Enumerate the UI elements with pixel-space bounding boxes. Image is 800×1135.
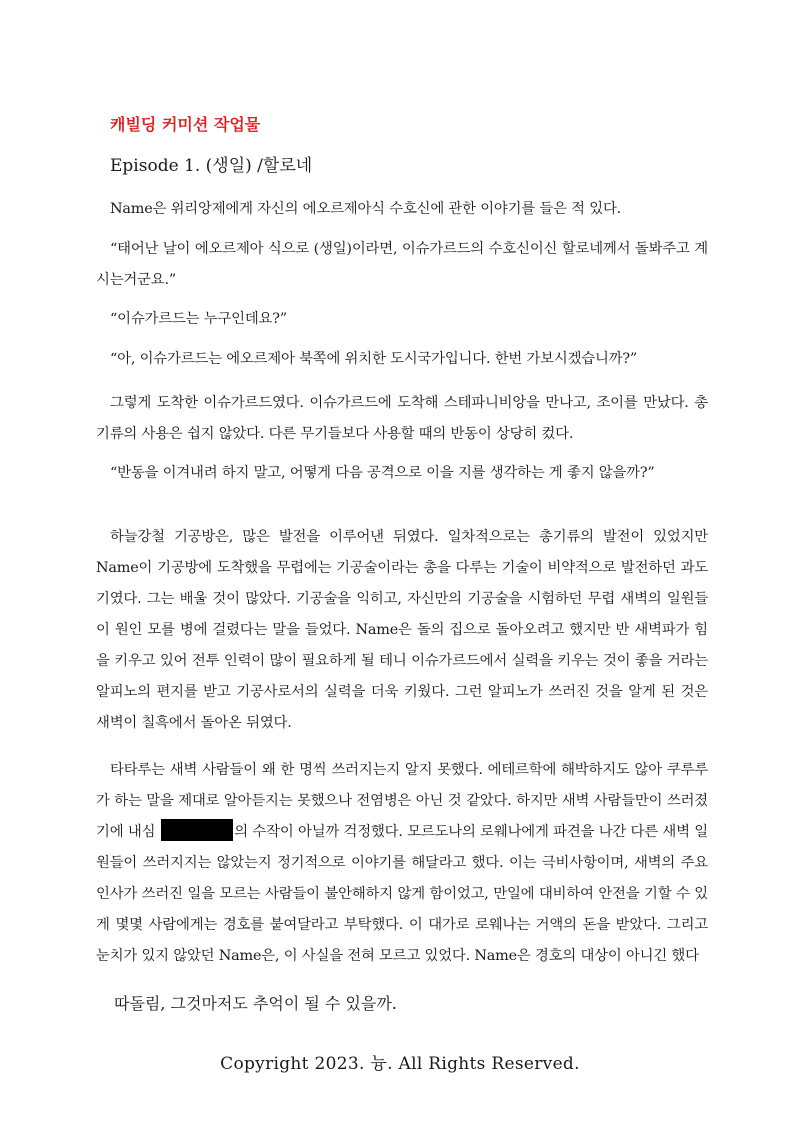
paragraph-6: “반동을 이겨내려 하지 말고, 어떻게 다음 공격으로 이을 지를 생각하는 게 좋지 않을까?” bbox=[110, 465, 655, 481]
redaction-block bbox=[161, 819, 233, 841]
paragraph-2: “태어난 날이 에오르제아 식으로 (생일)이라면, 이슈가르드의 수호신이신 할로네께서 돌봐주고 계시는거군요.” bbox=[96, 241, 708, 288]
copyright-notice: Copyright 2023. 늉. All Rights Reserved. bbox=[220, 1054, 580, 1074]
paragraph-7: 하늘강철 기공방은, 많은 발전을 이루어낸 뒤였다. 일차적으로는 총기류의 발전이 있었지만 Name이 기공방에 도착했을 무렵에는 기공술이라는 총을 다루는 기술이 비약적으로 발전하던 과도기였다. 그는 배울 것이 많았다. 기공술을 익히고, 자신만의 기공술을 시험하던 무렵 새벽의 일원들이 원인 모를 병에 걸렸다는 말을 들었다. Name은 돌의 집으로 돌아오려고 했지만 반 새벽파가 힘을 키우고 있어 전투 인력이 많이 필요하게 될 테니 이슈가르드에서 실력을 키우는 것이 좋을 거라는 알피노의 편지를 받고 기공사로서의 실력을 더욱 키웠다. 그런 알피노가 쓰러진 것을 알게 된 것은 새벽이 칠흑에서 돌아온 뒤였다. bbox=[96, 529, 708, 731]
paragraph-8 bbox=[96, 755, 708, 972]
paragraph-1: Name은 위리앙제에게 자신의 에오르제아식 수호신에 관한 이야기를 들은 적 있다. bbox=[110, 201, 622, 217]
episode-heading: Episode 1. (생일) /할로네 bbox=[110, 156, 313, 176]
paragraph-5: 그렇게 도착한 이슈가르드였다. 이슈가르드에 도착해 스테파니비앙을 만나고, 조이를 만났다. 총기류의 사용은 쉽지 않았다. 다른 무기들보다 사용할 때의 반동이 상당히 컸다. bbox=[96, 395, 708, 442]
paragraph-3: “이슈가르드는 누구인데요?” bbox=[110, 311, 287, 327]
paragraph-4: “아, 이슈가르드는 에오르제아 북쪽에 위치한 도시국가입니다. 한번 가보시겠습니까?” bbox=[110, 351, 638, 367]
closing-line: 따돌림, 그것마저도 추억이 될 수 있을까. bbox=[114, 994, 397, 1013]
document-title: 캐빌딩 커미션 작업물 bbox=[110, 115, 261, 134]
paragraph-8-after: 의 수작이 아닐까 걱정했다. 모르도나의 로웨나에게 파견을 나간 다른 새벽 일원들이 쓰러지지는 않았는지 정기적으로 이야기를 해달라고 했다. 이는 극비사항이며, 새벽의 주요 인사가 쓰러진 일을 모르는 사람들이 불안해하지 않게 함이었고, 만일에 대비하여 안전을 기할 수 있게 몇몇 사람에게는 경호를 붙여달라고 부탁했다. 이 대가로 로웨나는 거액의 돈을 받았다. 그리고 눈치가 있지 않았던 Name은, 이 사실을 전혀 모르고 있었다. Name은 경호의 대상이 아니긴 했다 bbox=[96, 824, 708, 964]
paragraph-8-before: 타타루는 새벽 사람들이 왜 한 명씩 쓰러지는지 알지 못했다. 에테르학에 해박하지도 않아 쿠루루가 하는 말을 제대로 알아듣지는 못했으나 전염병은 아닌 것 같았다. 하지만 새벽 사람들만이 쓰러졌기에 내심 bbox=[96, 762, 708, 840]
